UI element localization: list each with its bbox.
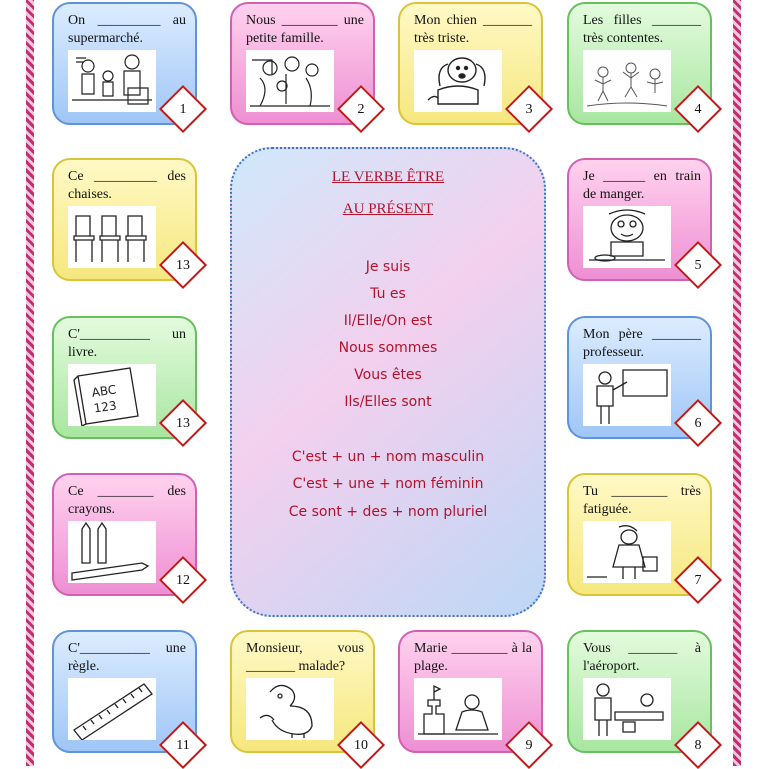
exercise-number: 6 xyxy=(694,416,702,431)
decorative-border-left xyxy=(26,0,34,766)
exercise-number: 4 xyxy=(694,102,702,117)
sick-man-illustration xyxy=(246,678,334,740)
rule-feminine: C'est + une + nom féminin xyxy=(292,476,484,492)
conjugation-ils: Ils/Elles sont xyxy=(344,394,432,410)
exercise-sentence: Mon père _______ professeur. xyxy=(583,327,701,360)
supermarket-family-illustration xyxy=(68,50,156,112)
exercise-card-9 xyxy=(398,630,543,753)
exercise-card-1 xyxy=(52,2,197,125)
exercise-card-3 xyxy=(398,2,543,125)
exercise-card-13-chairs xyxy=(52,158,197,281)
exercise-sentence: Vous _______ à l'aéroport. xyxy=(583,641,701,674)
conjugation-vous: Vous êtes xyxy=(354,367,422,383)
exercise-sentence: Ce ________ des crayons. xyxy=(68,484,186,517)
abc-book-drawing xyxy=(68,364,156,426)
airport-illustration xyxy=(583,678,671,740)
exercise-card-8 xyxy=(567,630,712,753)
exercise-sentence: Marie ________ à la plage. xyxy=(414,641,532,674)
exercise-card-6 xyxy=(567,316,712,439)
exercise-sentence: C'__________ une règle. xyxy=(68,641,186,674)
girls-jumping-drawing xyxy=(583,50,671,112)
conjugation-il: Il/Elle/On est xyxy=(343,313,433,329)
exercise-number: 8 xyxy=(694,738,702,753)
pencils-drawing xyxy=(68,521,156,583)
exercise-card-4 xyxy=(567,2,712,125)
boy-eating-drawing xyxy=(583,206,671,268)
sad-dog-drawing xyxy=(414,50,502,112)
tired-woman-drawing xyxy=(583,521,671,583)
exercise-number: 10 xyxy=(354,738,368,753)
exercise-card-13-book xyxy=(52,316,197,439)
conjugation-tu: Tu es xyxy=(370,286,406,302)
chairs-drawing xyxy=(68,206,156,268)
exercise-number: 13 xyxy=(176,416,190,431)
teacher-blackboard-drawing xyxy=(583,364,671,426)
exercise-number: 5 xyxy=(694,258,702,273)
exercise-sentence: Mon chien _______ très triste. xyxy=(414,13,532,46)
decorative-border-right xyxy=(733,0,741,766)
sick-man-drawing xyxy=(246,678,334,740)
exercise-number: 12 xyxy=(176,573,190,588)
exercise-sentence: Ce _________ des chaises. xyxy=(68,169,186,202)
sad-dog-illustration xyxy=(414,50,502,112)
sandcastle-drawing xyxy=(414,678,502,740)
tired-woman-illustration xyxy=(583,521,671,583)
exercise-number: 11 xyxy=(176,738,190,753)
conjugation-je: Je suis xyxy=(365,259,411,275)
exercise-card-7 xyxy=(567,473,712,596)
grammar-panel xyxy=(230,147,546,617)
exercise-sentence: Tu ________ très fatiguée. xyxy=(583,484,701,517)
exercise-card-12 xyxy=(52,473,197,596)
svg-text:123: 123 xyxy=(92,398,118,416)
book-illustration xyxy=(68,364,156,426)
rule-masculine: C'est + un + nom masculin xyxy=(291,449,485,465)
exercise-number: 7 xyxy=(694,573,702,588)
beach-sandcastle-illustration xyxy=(414,678,502,740)
exercise-sentence: On _________ au supermarché. xyxy=(68,13,186,46)
conjugation-nous: Nous sommes xyxy=(338,340,438,356)
exercise-number: 3 xyxy=(525,102,533,117)
rule-plural: Ce sont + des + nom pluriel xyxy=(288,504,488,520)
exercise-number: 1 xyxy=(179,102,187,117)
exercise-sentence: C'__________ un livre. xyxy=(68,327,186,360)
exercise-card-10 xyxy=(230,630,375,753)
happy-girls-illustration xyxy=(583,50,671,112)
airport-checkin-drawing xyxy=(583,678,671,740)
exercise-card-11 xyxy=(52,630,197,753)
exercise-sentence: Monsieur, vous _______ malade? xyxy=(246,641,364,674)
svg-text:ABC: ABC xyxy=(90,382,118,400)
boy-eating-illustration xyxy=(583,206,671,268)
exercise-number: 2 xyxy=(357,102,365,117)
exercise-number: 13 xyxy=(176,258,190,273)
family-shopping-drawing xyxy=(68,50,156,112)
exercise-sentence: Nous ________ une petite famille. xyxy=(246,13,364,46)
exercise-card-2 xyxy=(230,2,375,125)
panel-title-line-2: AU PRÉSENT xyxy=(342,201,434,217)
ruler-illustration xyxy=(68,678,156,740)
exercise-sentence: Les filles _______ très contentes. xyxy=(583,13,701,46)
exercise-card-5 xyxy=(567,158,712,281)
exercise-number: 9 xyxy=(525,738,533,753)
family-illustration xyxy=(246,50,334,112)
exercise-sentence: Je ______ en train de manger. xyxy=(583,169,701,202)
chairs-illustration xyxy=(68,206,156,268)
ruler-drawing xyxy=(68,678,156,740)
family-group-drawing xyxy=(246,50,334,112)
panel-title-line-1: LE VERBE ÊTRE xyxy=(331,169,445,185)
teacher-illustration xyxy=(583,364,671,426)
pencils-illustration xyxy=(68,521,156,583)
